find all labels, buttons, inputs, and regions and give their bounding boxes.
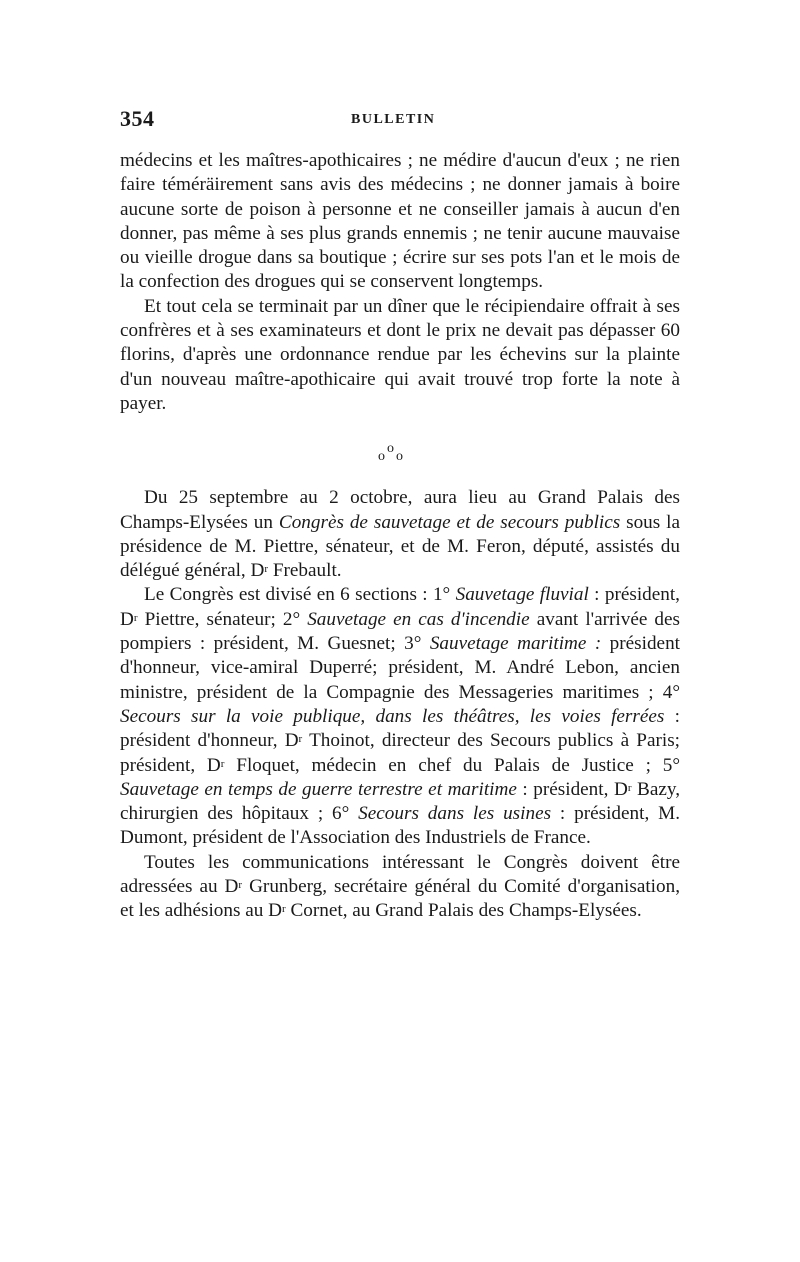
text-run: Piettre, sénateur; 2° [137,608,308,630]
section-apothecary-oath [120,149,680,416]
section-name: Sauvetage fluvial [455,584,589,606]
text-run: Frebault. [268,560,342,582]
text-run: : président, D [120,584,680,630]
running-head: BULLETIN [351,112,436,127]
text-run: Floquet, médecin en chef du Palais de Justice ; 5° [224,754,680,776]
paragraph-oath-continuation: médecins et les maîtres-apothicaires ; ne médire d'aucun d'eux ; ne rien faire téméräirement sans avis des médecins ; ne donner jamais à boire aucune sorte de poison à personne et ne conseiller jamais à aucun d'en donner, pas même à ses plus grands ennemis ; ne tenir aucune mauvaise ou vieille drogue dans sa boutique ; écrire sur ses pots l'an et le mois de la confection des drogues qui se conservent longtemps. [120,150,680,293]
superscript: r [220,757,225,770]
text-run: Bazy, chirurgien des hôpitaux ; 6° [120,778,680,825]
text-run: : président, D [516,778,628,800]
text-run: Grunberg, secrétaire général du Comité d'organisation, et les adhésions au D [120,876,680,922]
superscript: r [627,781,632,794]
text-run: Toutes les communications intéressant le Congrès doivent être adressées au D [120,851,680,898]
section-congress-announcement [120,486,680,923]
text-run: : président d'honneur, D [120,705,680,752]
paragraph-dinner: Et tout cela se terminait par un dîner que le récipiendaire offrait à ses confrères et à ses examinateurs et dont le prix ne devait pas dépasser 60 florins, d'après une ordonnance rendue par les échevins sur la plainte d'un nouveau maître-apothicaire qui avait trouvé trop forte la note à payer. [120,295,680,414]
text-run: avant l'arrivée des pompiers : président, M. Guesnet; 3° [120,608,681,655]
superscript: r [264,563,269,576]
section-name: Sauvetage maritime : [429,633,602,655]
section-separator: o o o [378,441,403,465]
text-run: président d'honneur, vice-amiral Duperré; président, M. André Lebon, ancien ministre, président de la Compagnie des Messageries maritimes ; 4° [120,633,681,703]
page-header [120,100,680,140]
superscript: r [238,879,243,892]
text-run: : président, M. Dumont, président de l'Association des Industriels de France. [120,803,680,849]
section-name: Sauvetage en temps de guerre terrestre et maritime [120,778,517,800]
paragraph-congress-dates [120,486,680,583]
section-name: Sauvetage en cas d'incendie [307,608,530,630]
text-run: sous la présidence de M. Piettre, sénateur, et de M. Feron, député, assistés du délégué général, D [120,511,680,582]
text-run: Le Congrès est divisé en 6 sections : 1° [144,584,456,606]
superscript: r [133,611,138,624]
text-run: Cornet, au Grand Palais des Champs-Elysées. [285,900,642,922]
superscript: r [282,903,286,916]
section-name: Secours dans les usines [358,803,552,825]
paragraph-congress-sections [120,583,680,850]
page-number: 354 [120,106,155,131]
text-run: Thoinot, directeur des Secours publics à Paris; président, D [120,730,680,776]
superscript: r [298,733,303,746]
text-run: Du 25 septembre au 2 octobre, aura lieu au Grand Palais des Champs-Elysées un [120,487,680,533]
document-page [120,100,680,924]
congress-title: Congrès de sauvetage et de secours publics [278,511,621,533]
section-name: Secours sur la voie publique, dans les théâtres, les voies ferrées [120,705,665,727]
paragraph-communications [120,851,680,924]
